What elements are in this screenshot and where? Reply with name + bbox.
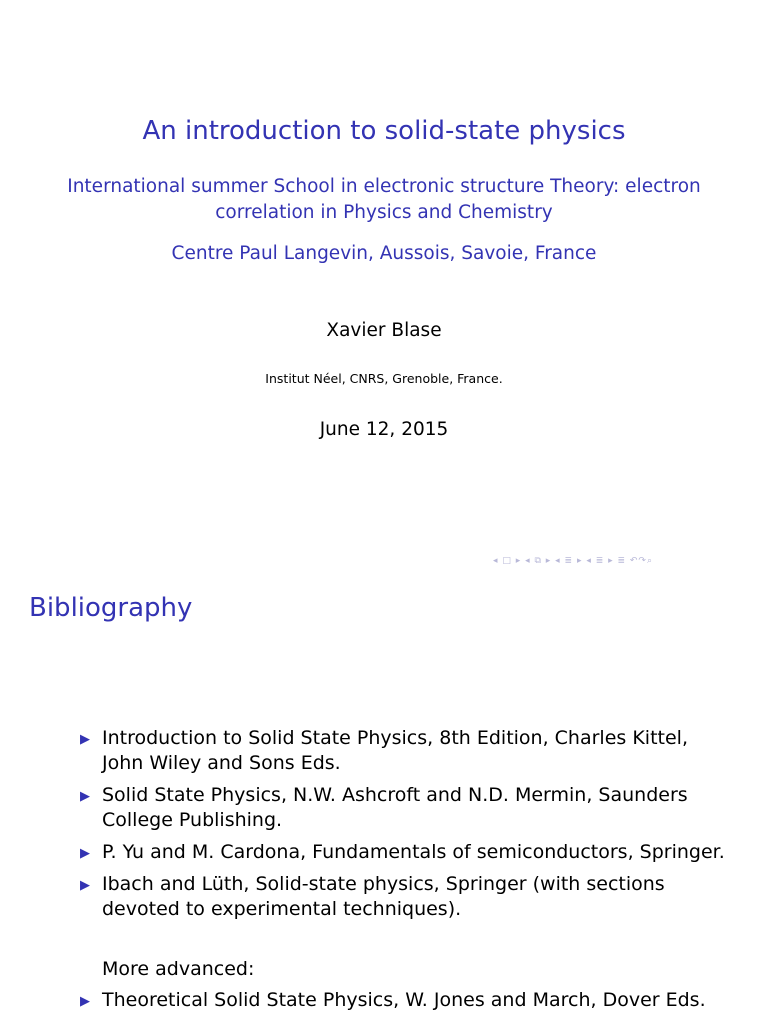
- author-name: Xavier Blase: [326, 320, 442, 341]
- bibliography-slide: [0, 576, 768, 1024]
- list-item-text: Introduction to Solid State Physics, 8th Edition, Charles Kittel, John Wiley and Sons Eds.: [102, 727, 688, 774]
- advanced-label: More advanced:: [102, 958, 255, 980]
- presentation-date: June 12, 2015: [319, 419, 449, 440]
- list-item-text: Solid State Physics, N.W. Ashcroft and N.D. Mermin, Saunders College Publishing.: [102, 784, 688, 831]
- beamer-navigation-icons[interactable]: ◂ □ ▸ ◂ ⧉ ▸ ◂ ≣ ▸ ◂ ≣ ▸ ≣ ↶↷⌕: [493, 556, 654, 566]
- triangle-bullet-icon: ▶: [80, 994, 90, 1009]
- list-item: [78, 783, 728, 833]
- list-item-text: Ibach and Lüth, Solid-state physics, Springer (with sections devoted to experimental techniques).: [102, 873, 665, 920]
- list-item-text: P. Yu and M. Cardona, Fundamentals of semiconductors, Springer.: [102, 841, 725, 863]
- triangle-bullet-icon: ▶: [80, 878, 90, 893]
- frame-title: Bibliography: [29, 593, 193, 623]
- presentation-subtitle: International summer School in electronic structure Theory: electron correlation in Physics and Chemistry: [67, 176, 701, 223]
- institute-name: Institut Néel, CNRS, Grenoble, France.: [265, 371, 503, 386]
- advanced-list: [78, 988, 728, 1020]
- list-item: [78, 872, 728, 922]
- list-item: [78, 726, 728, 776]
- bibliography-list: [78, 726, 728, 929]
- presentation-title: An introduction to solid-state physics: [142, 116, 626, 146]
- list-item: [78, 988, 728, 1013]
- list-item-text: Theoretical Solid State Physics, W. Jones and March, Dover Eds.: [102, 989, 706, 1011]
- triangle-bullet-icon: ▶: [80, 846, 90, 861]
- venue-line: Centre Paul Langevin, Aussois, Savoie, France: [171, 243, 597, 264]
- triangle-bullet-icon: ▶: [80, 789, 90, 804]
- triangle-bullet-icon: ▶: [80, 732, 90, 747]
- list-item: [78, 840, 728, 865]
